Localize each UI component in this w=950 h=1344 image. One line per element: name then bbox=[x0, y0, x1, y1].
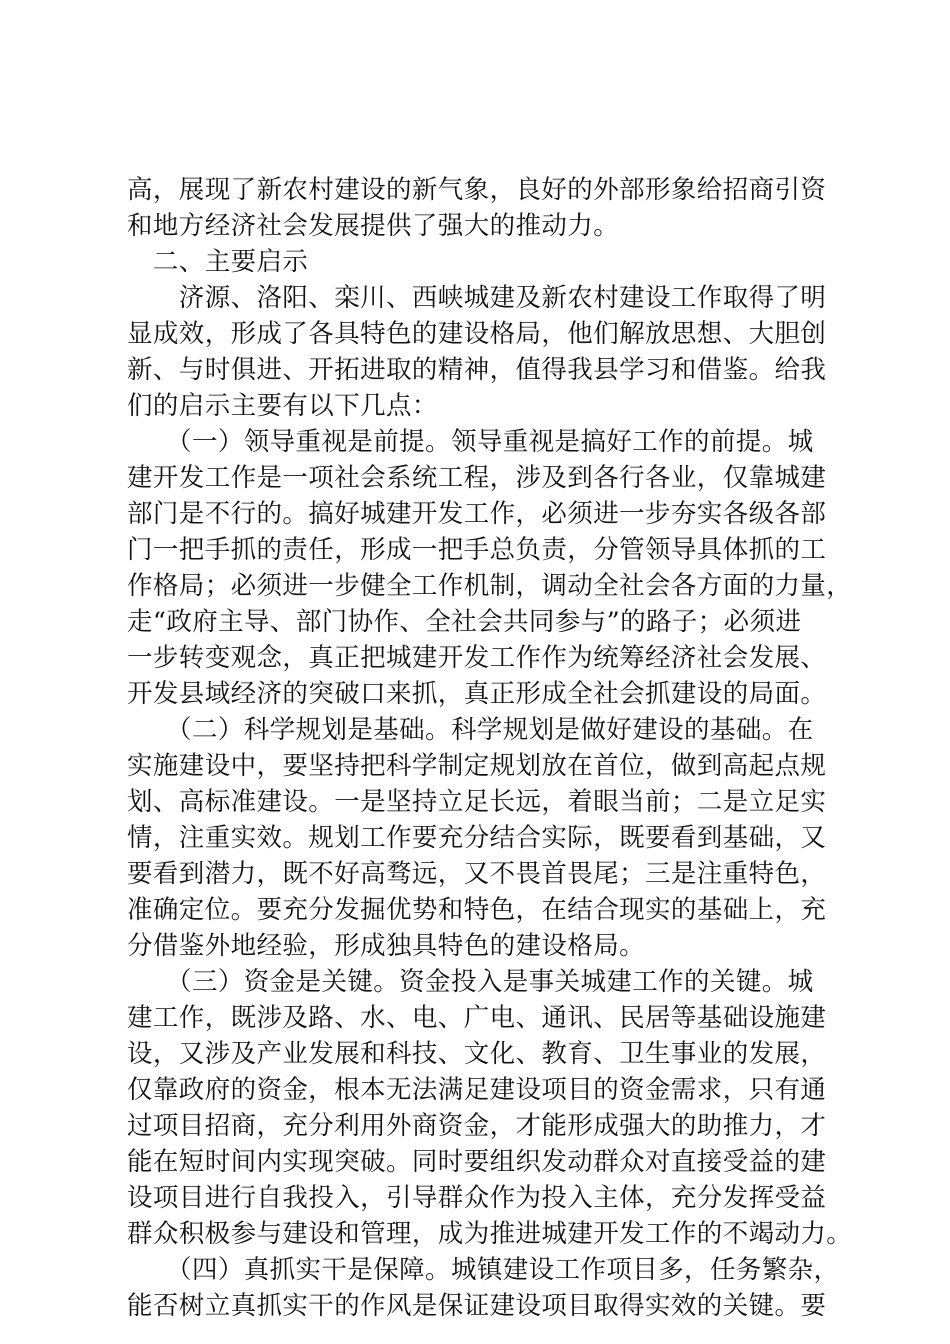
body-text-line: 实施建设中，要坚持把科学制定规划放在首位，做到高起点规 bbox=[127, 751, 827, 781]
body-text-line: 高，展现了新农村建设的新气象，良好的外部形象给招商引资 bbox=[127, 175, 827, 205]
body-text-line: 显成效，形成了各具特色的建设格局，他们解放思想、大胆创 bbox=[127, 319, 827, 349]
body-text-line: 和地方经济社会发展提供了强大的推动力。 bbox=[127, 211, 620, 241]
body-text-line: 分借鉴外地经验，形成独具特色的建设格局。 bbox=[127, 931, 646, 961]
body-text-line: 划、高标准建设。一是坚持立足长远，着眼当前；二是立足实 bbox=[127, 787, 827, 817]
body-text-line: 们的启示主要有以下几点： bbox=[127, 391, 438, 421]
body-text-line: 情，注重实效。规划工作要充分结合实际，既要看到基础，又 bbox=[127, 823, 827, 853]
body-text-line: 仅靠政府的资金，根本无法满足建设项目的资金需求，只有通 bbox=[127, 1075, 827, 1105]
body-text-line: （一）领导重视是前提。领导重视是搞好工作的前提。城 bbox=[127, 427, 814, 457]
section-heading: 二、主要启示 bbox=[127, 247, 309, 277]
body-text-line: （三）资金是关键。资金投入是事关城建工作的关键。城 bbox=[127, 967, 814, 997]
body-text-line: 作格局；必须进一步健全工作机制，调动全社会各方面的力量， bbox=[127, 571, 853, 601]
body-text-line: 一步转变观念，真正把城建开发工作作为统筹经济社会发展、 bbox=[127, 643, 827, 673]
body-text-line: 能在短时间内实现突破。同时要组织发动群众对直接受益的建 bbox=[127, 1147, 827, 1177]
body-text-line: 走“政府主导、部门协作、全社会共同参与”的路子；必须进 bbox=[127, 607, 802, 637]
body-text-line: 过项目招商，充分利用外商资金，才能形成强大的助推力，才 bbox=[127, 1111, 827, 1141]
body-text-line: 群众积极参与建设和管理，成为推进城建开发工作的不竭动力。 bbox=[127, 1219, 853, 1249]
body-text-line: 准确定位。要充分发掘优势和特色，在结合现实的基础上，充 bbox=[127, 895, 827, 925]
body-text-line: 设项目进行自我投入，引导群众作为投入主体，充分发挥受益 bbox=[127, 1183, 827, 1213]
body-text-line: 设，又涉及产业发展和科技、文化、教育、卫生事业的发展， bbox=[127, 1039, 827, 1069]
body-text-line: 门一把手抓的责任，形成一把手总负责，分管领导具体抓的工 bbox=[127, 535, 827, 565]
body-text-line: （二）科学规划是基础。科学规划是做好建设的基础。在 bbox=[127, 715, 814, 745]
body-text-line: 新、与时俱进、开拓进取的精神，值得我县学习和借鉴。给我 bbox=[127, 355, 827, 385]
body-text-line: 建开发工作是一项社会系统工程，涉及到各行各业，仅靠城建 bbox=[127, 463, 827, 493]
body-text-line: 开发县域经济的突破口来抓，真正形成全社会抓建设的局面。 bbox=[127, 679, 827, 709]
body-text-line: 要看到潜力，既不好高骛远，又不畏首畏尾；三是注重特色， bbox=[127, 859, 827, 889]
body-text-line: 能否树立真抓实干的作风是保证建设项目取得实效的关键。要 bbox=[127, 1291, 827, 1321]
body-text-line: 建工作，既涉及路、水、电、广电、通讯、民居等基础设施建 bbox=[127, 1003, 827, 1033]
body-text-line: 部门是不行的。搞好城建开发工作，必须进一步夯实各级各部 bbox=[127, 499, 827, 529]
body-text-line: （四）真抓实干是保障。城镇建设工作项目多，任务繁杂， bbox=[127, 1255, 840, 1285]
body-text-line: 济源、洛阳、栾川、西峡城建及新农村建设工作取得了明 bbox=[127, 283, 827, 313]
